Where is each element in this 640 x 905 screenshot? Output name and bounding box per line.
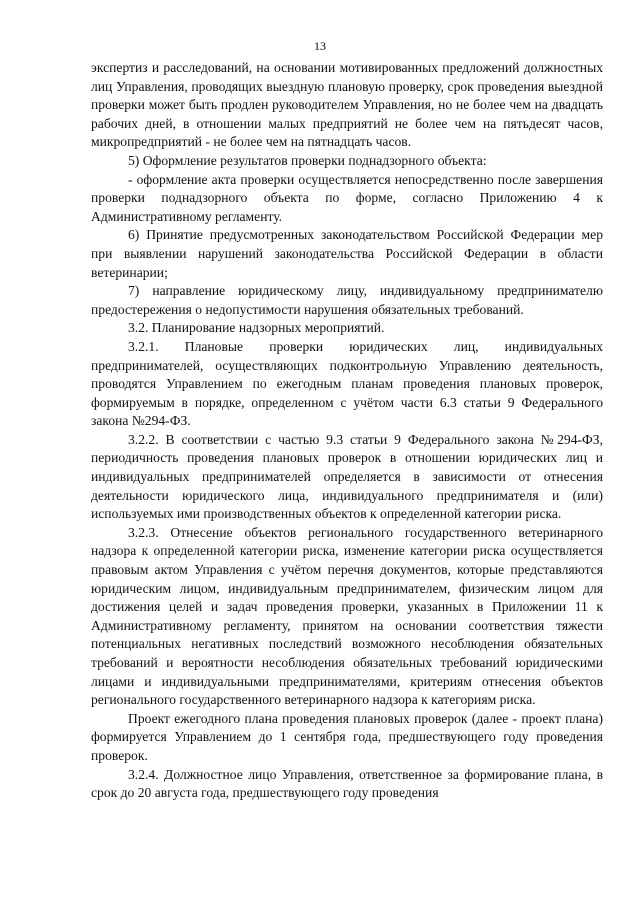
paragraph-item-7: 7) направление юридическому лицу, индивидуальному предпринимателю предостережения о недопустимости нарушения обязательных требований. <box>91 283 603 317</box>
document-body <box>91 59 603 803</box>
section-heading-3-2: 3.2. Планирование надзорных мероприятий. <box>128 320 385 336</box>
paragraph-3-2-1: 3.2.1. Плановые проверки юридических лиц, индивидуальных предпринимателей, осуществляющих подконтрольную Управлению деятельность, проводятся Управлением по ежегодным планам проведения плановых проверок, формируемым в порядке, определенном с учётом части 6.3 статьи 9 Федерального закона №294-ФЗ. <box>91 338 603 429</box>
paragraph-continuation: экспертиз и расследований, на основании мотивированных предложений должностных лиц Управления, проводящих выездную плановую проверку, срок проведения выездной проверки может быть продлен руководителем Управления, но не более чем на двадцать рабочих дней, в отношении малых предприятий не более чем на пятьдесят часов, микропредприятий - не более чем на пятнадцать часов. <box>91 60 603 150</box>
paragraph-3-2-3: 3.2.3. Отнесение объектов регионального государственного ветеринарного надзора к определенной категории риска, изменение категории риска осуществляется правовым актом Управления с учётом перечня документов, которые представляются юридическим лицом, индивидуальным предпринимателем, физическим лицом для достижения целей и задач проведения проверки, указанных в Приложении 11 к Административному регламенту, принятом на основании соответствия тяжести потенциальных негативных последствий возможного несоблюдения обязательных требований и вероятности несоблюдения обязательных требований юридическими лицами и индивидуальными предпринимателями, критериям отнесения объектов регионального государственного ветеринарного надзора к категориям риска. <box>91 524 603 708</box>
paragraph-draft-plan: Проект ежегодного плана проведения плановых проверок (далее - проект плана) формируется Управлением до 1 сентября года, предшествующего году проведения проверок. <box>91 710 603 763</box>
paragraph-item-6: 6) Принятие предусмотренных законодательством Российской Федерации мер при выявлении нарушений законодательства Российской Федерации в области ветеринарии; <box>91 227 603 280</box>
paragraph-3-2-2: 3.2.2. В соответствии с частью 9.3 статьи 9 Федерального закона №294-ФЗ, периодичность проведения плановых проверок в отношении юридических лиц и индивидуальных предпринимателей определяется в зависимости от отнесения деятельности юридического лица, индивидуального предпринимателя и (или) используемых ими производственных объектов к определенной категории риска. <box>91 431 603 522</box>
paragraph-act-drafting: - оформление акта проверки осуществляется непосредственно после завершения проверки поднадзорного объекта по форме, согласно Приложению 4 к Административному регламенту. <box>91 171 603 224</box>
paragraph-3-2-4: 3.2.4. Должностное лицо Управления, ответственное за формирование плана, в срок до 20 августа года, предшествующего году проведения <box>91 766 603 801</box>
page-number: 13 <box>314 39 326 53</box>
paragraph-item-5: 5) Оформление результатов проверки поднадзорного объекта: <box>128 152 487 168</box>
